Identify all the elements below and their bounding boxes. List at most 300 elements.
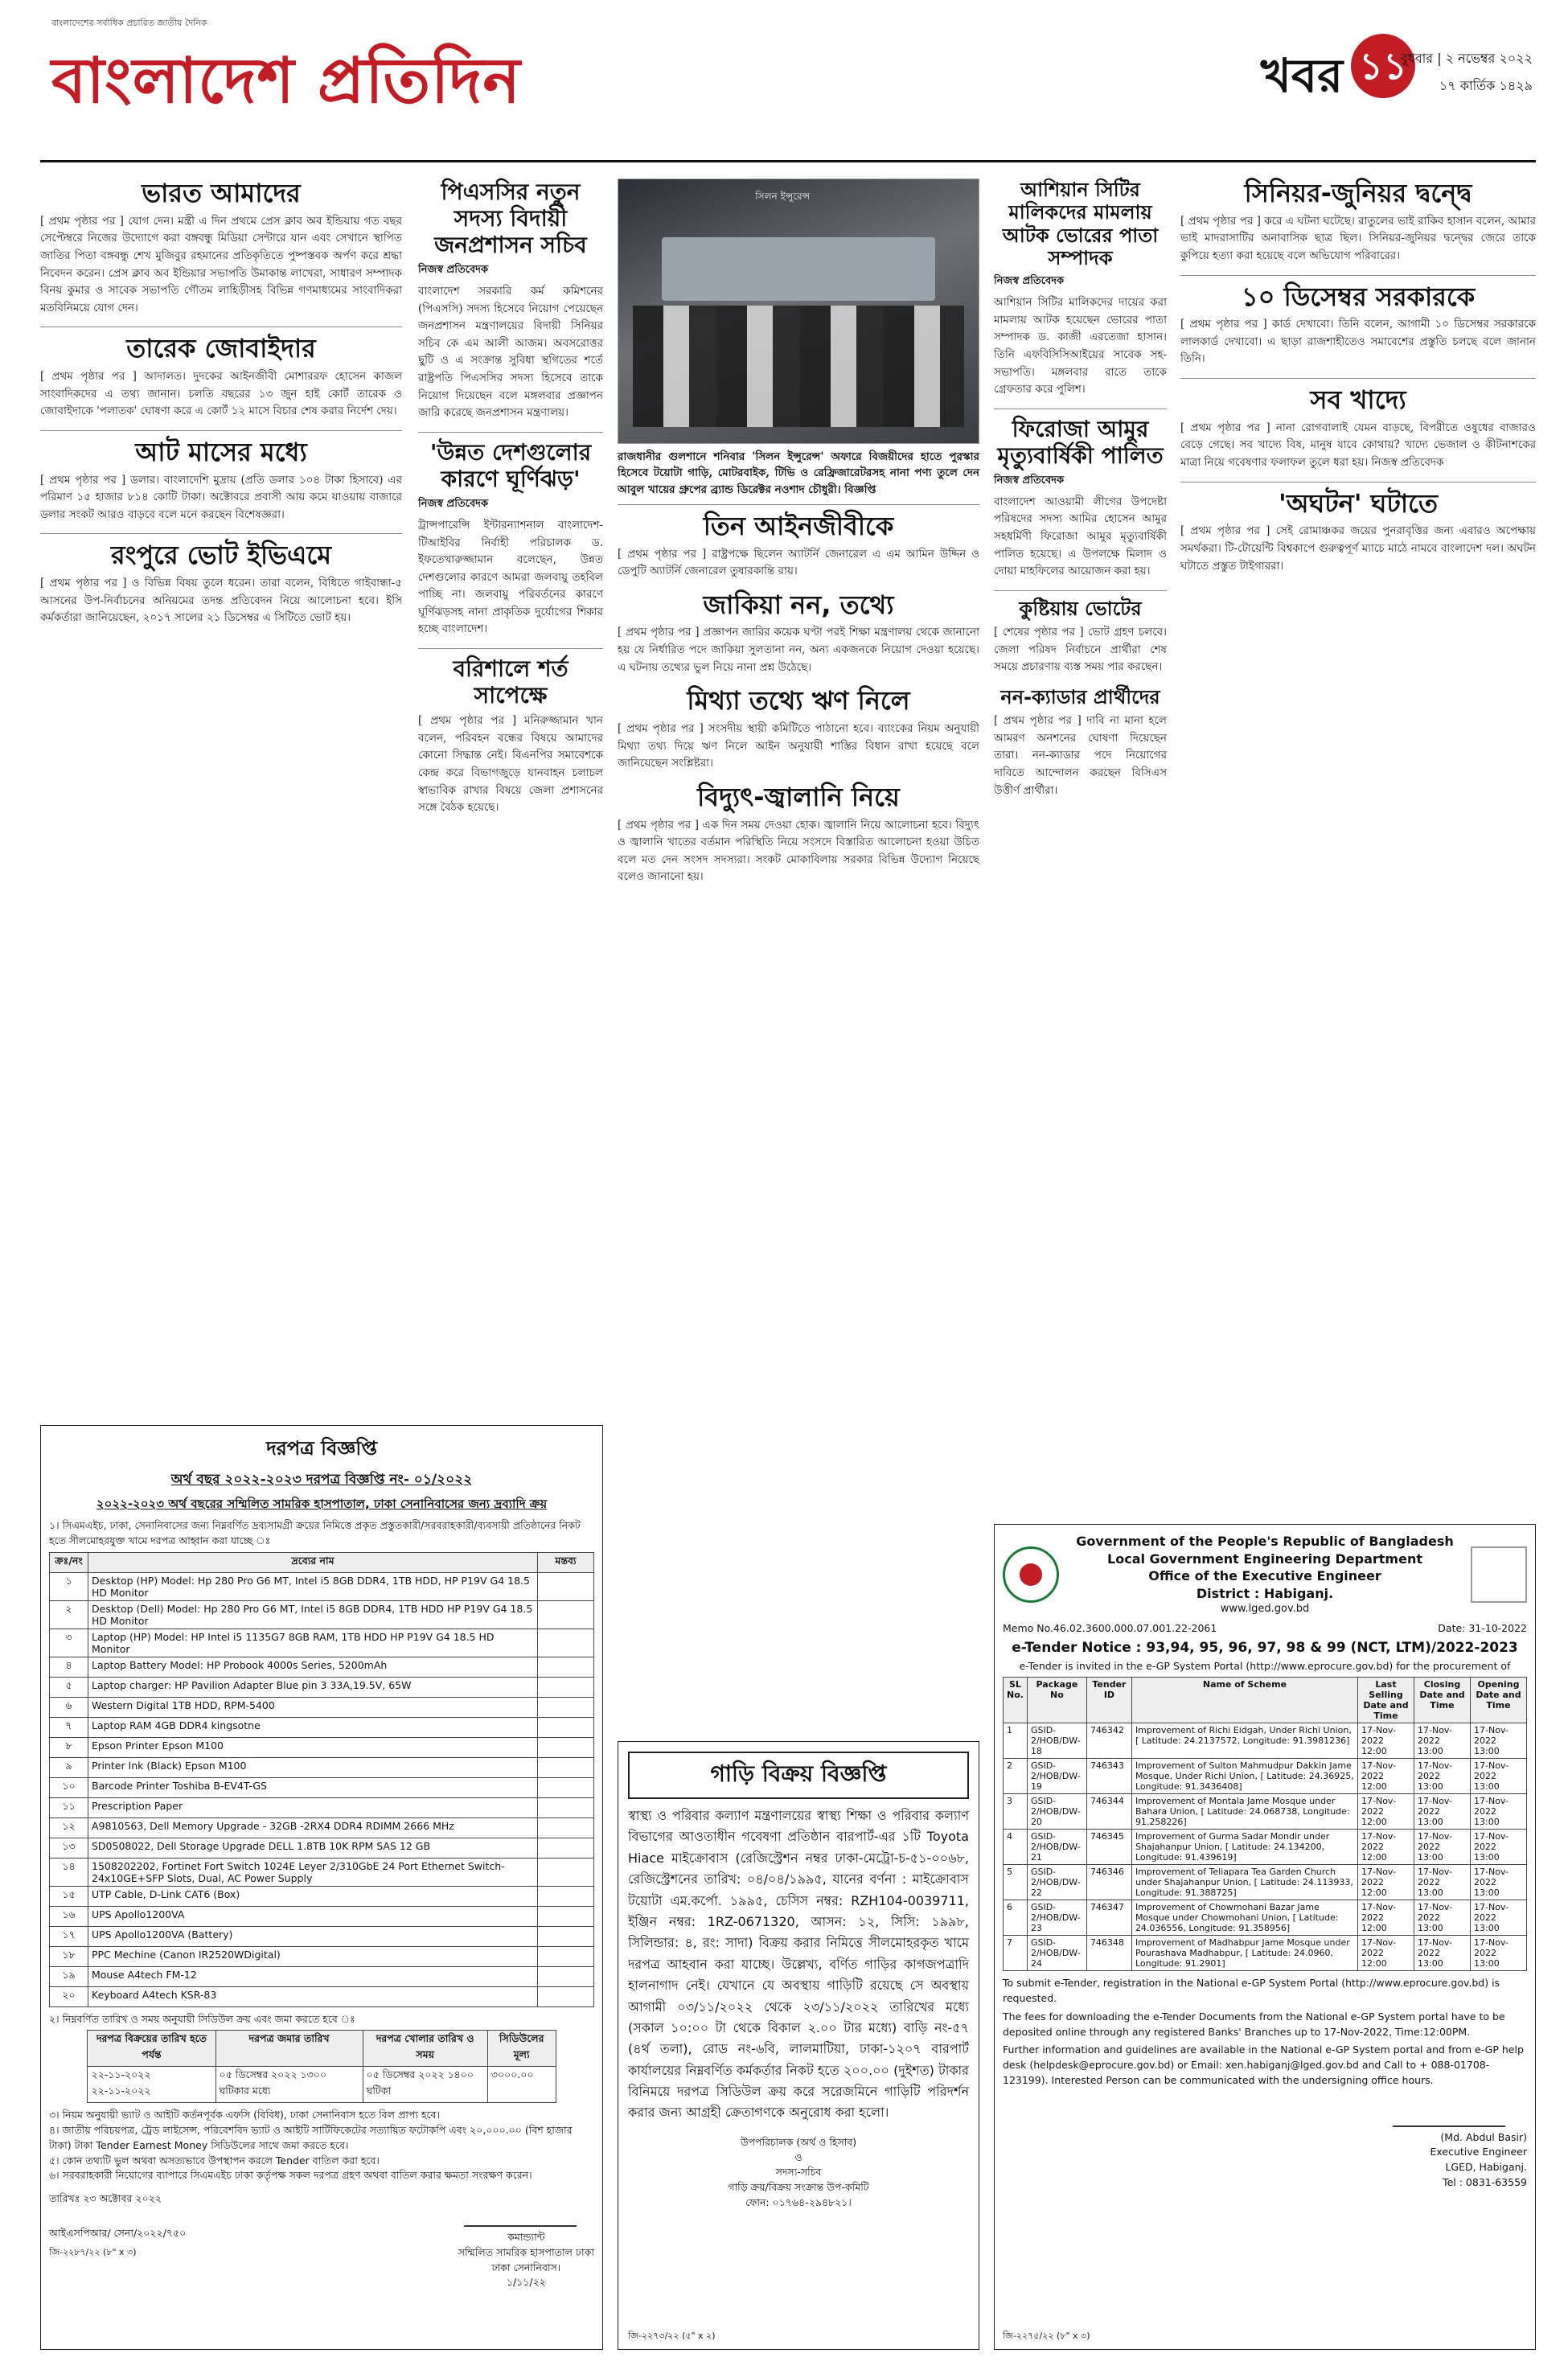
item-remark [538, 1858, 594, 1886]
row-last-selling: 17-Nov-2022 12:00 [1358, 1794, 1414, 1830]
row-package: GSID-2/HOB/DW-24 [1027, 1936, 1086, 1971]
ad-code: জি-২২৭৩/২২ (৫" x ২) [628, 2331, 716, 2341]
row-opening: 17-Nov-2022 13:00 [1471, 1830, 1527, 1865]
row-sl: 7 [1004, 1936, 1028, 1971]
item-serial: ১ [50, 1572, 88, 1600]
story-headline: পিএসসির নতুন সদস্য বিদায়ী জনপ্রশাসন সচিব [434, 179, 587, 259]
lged-phone: Tel : 0831-63559 [1443, 2175, 1527, 2188]
items-table [49, 1552, 594, 2007]
table-row [50, 1986, 594, 2006]
item-serial: ১৪ [50, 1858, 88, 1886]
item-remark [538, 1717, 594, 1737]
story-bharot [40, 179, 402, 317]
ad-intro: ১। সিএমএইচ, ঢাকা, সেনানিবাসের জন্য নিম্নবর্ণিত দ্রব্যসামগ্রী ক্রয়ের নিমিত্তে প্রকৃত প্রস্তুতকারী/সরবরাহকারী/ব্যবসায়ী প্রতিষ্ঠানের নিকট হতে সীলমোহরযুক্ত খামে দরপত্র আহ্বান করা যাচ্ছে ঃ [49, 1519, 581, 1546]
story-tarek [40, 334, 402, 421]
schedule-cell: ০৫ ডিসেম্বর ২০২২ ১৪০০ ঘটিকা [363, 2067, 487, 2103]
schedule-col: দরপত্র বিক্রয়ের তারিখ হতে পর্যন্ত [88, 2031, 215, 2067]
item-name: UPS Apollo1200VA (Battery) [88, 1926, 538, 1946]
row-package: GSID-2/HOB/DW-20 [1027, 1794, 1086, 1830]
row-last-selling: 17-Nov-2022 12:00 [1358, 1900, 1414, 1936]
item-name: Laptop (HP) Model: HP Intel i5 1135G7 8GB RAM, 1TB HDD HP P19V G4 18.5 HD Monitor [88, 1629, 538, 1657]
story-headline: ১০ ডিসেম্বর সরকারকে [1241, 281, 1476, 312]
row-last-selling: 17-Nov-2022 12:00 [1358, 1723, 1414, 1759]
story-barishal [418, 655, 603, 817]
table-row [50, 1966, 594, 1986]
ad-phone: ফোন: ০১৭৬৪-২৯৪৮২১। [745, 2195, 852, 2208]
masthead-tagline: বাংলাদেশের সর্বাধিক প্রচারিত জাতীয় দৈনিক [51, 18, 207, 28]
lged-memo: Memo No.46.02.3600.000.07.001.22-2061 [1003, 1621, 1217, 1634]
story-mittha-tottho [618, 686, 979, 773]
row-tender-id: 746344 [1086, 1794, 1131, 1830]
column-1 [40, 179, 402, 637]
story-bidyut [618, 782, 979, 886]
table-row [1004, 1830, 1527, 1865]
row-last-selling: 17-Nov-2022 12:00 [1358, 1865, 1414, 1900]
lged-signature-block [1003, 2095, 1527, 2191]
divider [418, 648, 603, 649]
ad-signatory-2: সম্মিলিত সামরিক হাসপাতাল ঢাকা [458, 2245, 594, 2258]
story-body: [ প্রথম পৃষ্ঠার পর ] নানা রোগবালাই যেমন বাড়ছে, বিপরীতে ওষুধের বাজারও বেড়ে গেছে। সব খাদ্যে বিষ, মানুষ যাবে কোথায়? খাদ্যে ভেজাল ও কীটনাশকের মাত্রা নিয়ে গবেষণার ফলাফল তুলে ধরা হয়। নিজস্ব প্রতিবেদক [1180, 421, 1536, 469]
date-gregorian: বুধবার | ২ নভেম্বর ২০২২ [1400, 51, 1533, 66]
row-scheme: Improvement of Montala Jame Mosque under Bahara Union, [ Latitude: 24.068738, Longitude: 91.258226] [1131, 1794, 1357, 1830]
item-name: Prescription Paper [88, 1797, 538, 1817]
story-body: বাংলাদেশ সরকারি কর্ম কমিশনের (পিএসসি) সদস্য হিসেবে নিয়োগ পেয়েছেন জনপ্রশাসন মন্ত্রণালয়ের বিদায়ী সিনিয়র সচিব কে এম আলী আজম। অবসরোত্তর ছুটি ও এ সংক্রান্ত সুবিধা স্থগিতের শর্তে রাষ্ট্রপতি পিএসসির সদস্য হিসেবে তাকে নিয়োগ দিয়েছেন বলে মঙ্গলবার প্রজ্ঞাপন জারি করেছে জনপ্রশাসন মন্ত্রণালয়। [418, 285, 603, 420]
item-serial: ৮ [50, 1737, 88, 1757]
ad-signature-block [458, 2191, 594, 2290]
header-sl: SL No. [1004, 1678, 1028, 1723]
item-name: Keyboard A4tech KSR-83 [88, 1986, 538, 2006]
row-package: GSID-2/HOB/DW-22 [1027, 1865, 1086, 1900]
table-header-row [50, 1552, 594, 1572]
row-opening: 17-Nov-2022 13:00 [1471, 1900, 1527, 1936]
table-row [50, 1572, 594, 1600]
story-body: [ শেষের পৃষ্ঠার পর ] ভোট গ্রহণ চলবে। জেলা পরিষদ নির্বাচনে প্রার্থীরা শেষ সময়ে প্রচারণায় ব্যস্ত সময় পার করছেন। [994, 626, 1167, 674]
item-serial: ৫ [50, 1677, 88, 1697]
ad-body: স্বাস্থ্য ও পরিবার কল্যাণ মন্ত্রণালয়ের স্বাস্থ্য শিক্ষা ও পরিবার কল্যাণ বিভাগের আওতাধীন গবেষণা প্রতিষ্ঠান বারপার্ট-এর ১টি Toyota Hiace মাইক্রোবাস (রেজিস্ট্রেশন নম্বর ঢাকা-মেট্রো-চ-৫১-০০৬৮, রেজিস্ট্রেশনের তারিখ: ০৪/০৪/১৯৯৫, যানের বর্ণনা : মাইক্রোবাস টয়োটা এম.কর্পো. ১৯৯৫, চেসিস নম্বর: RZH104-0039711, ইঞ্জিন নম্বর: 1RZ-0671320, আসন: ১২, সিসি: ১৯৯৮, সিলিন্ডার: ৪, রং: সাদা) বিক্রয় করার নিমিত্তে সীলমোহরকৃত খামে দরপত্র আহবান করা যাচ্ছে। উল্লেখ্য, বর্ণিত গাড়ির কাগজপত্রাদি হালনাগাদ নেই। যেখানে যে অবস্থায় গাড়িটি রয়েছে সে অবস্থায় আগামী ০৩/১১/২০২২ থেকে ২৩/১১/২০২২ তারিখের মধ্যে (সকাল ১০:০০ টা থেকে বিকাল ২.০০ টার মধ্যে) বাড়ি নং-৫৭ (৪র্থ তলা), রোড নং-৬বি, লালমাটিয়া, ঢাকা-১২০৭ বারপার্ট কার্যালয়ের নিম্নবর্ণিত কর্মকর্তার নিকট হতে ২০০.০০ (দুইশত) টাকার বিনিময়ে দরপত্র সিডিউল ক্রয় করে সরেজমিনে গাড়িটি পরিদর্শন করার জন্য আগ্রহী ক্রেতাগণকে অনুরোধ করা হলো। [628, 1808, 969, 2121]
signature-mark [1393, 2095, 1517, 2127]
divider [1180, 275, 1536, 276]
item-remark [538, 1697, 594, 1717]
header-tender-id: Tender ID [1086, 1678, 1131, 1723]
row-opening: 17-Nov-2022 13:00 [1471, 1759, 1527, 1794]
item-remark [538, 1757, 594, 1777]
schedule-header [88, 2031, 556, 2067]
item-remark [538, 1777, 594, 1797]
item-serial: ১৯ [50, 1966, 88, 1986]
photo-caption: রাজধানীর গুলশানে শনিবার 'সিলন ইন্সুরেন্স' অফারে বিজয়ীদের হাতে পুরস্কার হিসেবে টয়োটা গাড়ি, মোটরবাইক, টিভি ও রেফ্রিজারেটরসহ নানা পণ্য তুলে দেন আবুল খায়ের গ্রুপের ব্র্যান্ড ডিরেক্টর নওশাদ চৌধুরী। বিজ্ঞপ্তি [618, 450, 979, 496]
item-remark [538, 1629, 594, 1657]
row-scheme: Improvement of Gurma Sadar Mondir under Shajahanpur Union, [ Latitude: 24.134200, Longitude: 91.439619] [1131, 1830, 1357, 1865]
header-package: Package No [1027, 1678, 1086, 1723]
ad-notes [49, 2108, 594, 2183]
row-sl: 1 [1004, 1723, 1028, 1759]
item-serial: ২ [50, 1600, 88, 1629]
story-psc [418, 179, 603, 422]
item-remark [538, 1986, 594, 2006]
row-closing: 17-Nov-2022 13:00 [1414, 1900, 1471, 1936]
divider [418, 432, 603, 433]
table-row [50, 1677, 594, 1697]
story-headline: সব খাদ্যে [1310, 384, 1406, 416]
story-oghoton [1180, 489, 1536, 576]
story-body: [ প্রথম পৃষ্ঠার পর ] দাবি না মানা হলে আমরণ অনশনের ঘোষণা দিয়েছেন তারা। নন-ক্যাডার পদে নিয়োগের দাবিতে আন্দোলন করছেন বিসিএস উত্তীর্ণ প্রার্থীরা। [994, 714, 1167, 797]
item-serial: ১০ [50, 1777, 88, 1797]
table-row [50, 1737, 594, 1757]
schedule-row [88, 2067, 556, 2103]
column-3 [618, 179, 979, 896]
header-opening: Opening Date and Time [1471, 1678, 1527, 1723]
story-body: বাংলাদেশ আওয়ামী লীগের উপদেষ্টা পরিষদের সদস্য আমির হোসেন আমুর সহধর্মিণী ফিরোজা আমুর মৃত্যুবার্ষিকী পালিত হয়েছে। এ উপলক্ষে মিলাদ ও দোয়া মাহফিলের আয়োজন করা হয়। [994, 495, 1167, 578]
row-package: GSID-2/HOB/DW-23 [1027, 1900, 1086, 1936]
story-firoza [994, 416, 1167, 581]
story-byline: নিজস্ব প্রতিবেদক [418, 497, 489, 510]
row-tender-id: 746345 [1086, 1830, 1131, 1865]
lged-dept: Local Government Engineering Department [1107, 1550, 1422, 1567]
row-opening: 17-Nov-2022 13:00 [1471, 1936, 1527, 1971]
photo-banner [662, 237, 935, 301]
story-body: [ প্রথম পৃষ্ঠার পর ] প্রজ্ঞাপন জারির কয়েক ঘণ্টা পরই শিক্ষা মন্ত্রণালয় থেকে জানানো হয় যে নির্ধারিত পদে জাকিয়া সুলতানা নন, অন্য একজনকে নিয়োগ দেওয়া হয়েছে। এ ঘটনায় তথ্যের ভুল নিয়ে নানা প্রশ্ন উঠেছে। [618, 626, 979, 674]
lged-name: (Md. Abdul Basir) [1440, 2130, 1527, 2143]
story-byline: নিজস্ব প্রতিবেদক [994, 275, 1065, 288]
row-tender-id: 746348 [1086, 1936, 1131, 1971]
table-row [50, 1717, 594, 1737]
table-header-row [1004, 1678, 1527, 1723]
table-row [1004, 1759, 1527, 1794]
item-name: Laptop RAM 4GB DDR4 kingsotne [88, 1717, 538, 1737]
story-aat-maser [40, 437, 402, 524]
page-number-badge: ১১ [1351, 34, 1415, 98]
story-headline: কুষ্টিয়ায় ভোটের [1019, 597, 1142, 620]
item-serial: ১৩ [50, 1838, 88, 1858]
story-byline: নিজস্ব প্রতিবেদক [418, 264, 489, 277]
item-remark [538, 1906, 594, 1926]
ad-note: ৫। কোন তথ্যটি ভুল অথবা অসত্যভাবে উপস্থাপন করলে Tender বাতিল করা হবে। [49, 2154, 380, 2167]
item-remark [538, 1946, 594, 1966]
column-4 [994, 179, 1167, 809]
divider [1180, 482, 1536, 483]
section-title: খবর [1260, 48, 1343, 103]
ad-signatory: গাড়ি ক্রয়/বিক্রয় সংক্রান্ত উপ-কমিটি [728, 2181, 869, 2194]
table-row [50, 1858, 594, 1886]
table-row [50, 1757, 594, 1777]
item-serial: ১৭ [50, 1926, 88, 1946]
lged-govt: Government of the People's Republic of Bangladesh [1076, 1534, 1454, 1549]
item-serial: ২০ [50, 1986, 88, 2006]
table-row [50, 1926, 594, 1946]
item-name: Barcode Printer Toshiba B-EV4T-GS [88, 1777, 538, 1797]
row-scheme: Improvement of Teliapara Tea Garden Church under Shajahanpur Union, [ Latitude: 24.113933, Longitude: 91.388725] [1131, 1865, 1357, 1900]
schedule-table [87, 2030, 556, 2103]
story-rangpur [40, 540, 402, 627]
lged-header [1003, 1533, 1527, 1616]
row-closing: 17-Nov-2022 13:00 [1414, 1794, 1471, 1830]
ad-signatory: কমান্ড্যান্ট [507, 2231, 545, 2243]
story-headline: আট মাসের মধ্যে [135, 436, 307, 467]
lged-office: Office of the Executive Engineer [1148, 1568, 1381, 1584]
ad-signature-block [628, 2135, 969, 2211]
lged-notice-title: e-Tender Notice : 93,94, 95, 96, 97, 98 & 99 (NCT, LTM)/2022-2023 [1012, 1639, 1518, 1656]
story-headline: তারেক জোবাইদার [126, 333, 316, 364]
item-serial: ৬ [50, 1697, 88, 1717]
header-scheme: Name of Scheme [1131, 1678, 1357, 1723]
ad-title: গাড়ি বিক্রয় বিজ্ঞপ্তি [628, 1752, 969, 1799]
row-closing: 17-Nov-2022 13:00 [1414, 1865, 1471, 1900]
table-row [50, 1777, 594, 1797]
item-name: Desktop (HP) Model: Hp 280 Pro G6 MT, Intel i5 8GB DDR4, 1TB HDD, HP P19V G4 18.5 HD Monitor [88, 1572, 538, 1600]
story-body: [ প্রথম পৃষ্ঠার পর ] সংসদীয় স্থায়ী কমিটিতে পাঠানো হবে। ব্যাংকের নিয়ম অনুযায়ী মিথ্যা তথ্য দিয়ে ঋণ নিলে আইন অনুযায়ী শাস্তির বিধান রাখা হয়েছে বলে জানিয়েছেন সংশ্লিষ্টরা। [618, 721, 979, 770]
ad-subtitle: অর্থ বছর ২০২২-২০২৩ দরপত্র বিজ্ঞপ্তি নং- ০১/২০২২ [170, 1472, 473, 1488]
item-serial: ৩ [50, 1629, 88, 1657]
row-last-selling: 17-Nov-2022 12:00 [1358, 1759, 1414, 1794]
ad-signatory-3: ঢাকা সেনানিবাস। [491, 2261, 561, 2273]
story-tin-ainjibi [618, 511, 979, 581]
story-headline: ভারত আমাদের [142, 178, 301, 208]
row-opening: 17-Nov-2022 13:00 [1471, 1865, 1527, 1900]
item-name: Desktop (Dell) Model: Hp 280 Pro G6 MT, Intel i5 8GB DDR4, 1TB HDD HP P19V G4 18.5 HD Monitor [88, 1600, 538, 1629]
ad-note: ৪। জাতীয় পরিচয়পত্র, ট্রেড লাইসেন্স, পরিবেশবিদ ভ্যাট ও আইটি সার্টিফিকেটের সত্যায়িত ফটোকপি এবং ২০,০০০.০০ (বিশ হাজার টাকা) টাকা Tender Earnest Money সিডিউলের সাথে জমা করতে হবে। [49, 2124, 573, 2151]
table-row [1004, 1723, 1527, 1759]
lged-para-3: Further information and guidelines are available in the National e-GP System portal and from e-GP help desk (helpdesk@eprocure.gov.bd) or Email: xen.habiganj@lged.gov.bd and Call to + 088-01708-123199). Interested Person can be communicated with the undersigning office hours. [1003, 2043, 1524, 2086]
story-headline: জাকিয়া নন, তথ্যে [703, 589, 894, 620]
item-remark [538, 1657, 594, 1677]
schedule-intro: ২। নিম্নবর্ণিত তারিখ ও সময় অনুযায়ী সিডিউল ক্রয় এবং জমা করতে হবে ঃ [49, 2012, 355, 2025]
row-last-selling: 17-Nov-2022 12:00 [1358, 1936, 1414, 1971]
story-headline: 'অঘটন' ঘটাতে [1278, 487, 1439, 519]
table-row [1004, 1900, 1527, 1936]
story-body: [ প্রথম পৃষ্ঠার পর ] রাষ্ট্রপক্ষে ছিলেন অ্যাটর্নি জেনারেল এ এম আমিন উদ্দিন ও ডেপুটি অ্যাটর্নি জেনারেল তুষারকান্তি রায়। [618, 547, 979, 578]
item-remark [538, 1797, 594, 1817]
story-body: [ প্রথম পৃষ্ঠার পর ] এক দিন সময় দেওয়া হোক। জ্বালানি নিয়ে আলোচনা হবে। বিদ্যুৎ ও জ্বালানি খাতের বর্তমান পরিস্থিতি নিয়ে সংসদে বিস্তারিত আলোচনা হওয়া উচিত বলে মত দেন সংসদ সদস্যরা। সংকট মোকাবিলায় সরকার বিভিন্ন উদ্যোগ নিয়েছে বলেও জানানো হয়। [618, 818, 979, 884]
ad-footer-left [49, 2191, 186, 2290]
story-headline: বিদ্যুৎ-জ্বালানি নিয়ে [697, 781, 900, 812]
item-remark [538, 1572, 594, 1600]
story-body: [ প্রথম পৃষ্ঠার পর ] কার্ড দেখাবো। তিনি বলেন, আগামী ১০ ডিসেম্বর সরকারকে লালকার্ড দেখাবো। এ ছাড়া রাজশাহীতেও সমাবেশের প্রস্তুতি চলছে বলে জানান তিনি। [1180, 318, 1536, 366]
newspaper-logo: বাংলাদেশ প্রতিদিন [51, 45, 521, 117]
row-tender-id: 746342 [1086, 1723, 1131, 1759]
lged-tender-table [1003, 1677, 1527, 1971]
story-jakia [618, 590, 979, 677]
ad-signatory: উপপরিচালক (অর্থ ও হিসাব) [740, 2135, 857, 2148]
row-sl: 5 [1004, 1865, 1028, 1900]
item-name: Laptop charger: HP Pavilion Adapter Blue pin 3 33A,19.5V, 65W [88, 1677, 538, 1697]
table-row [50, 1600, 594, 1629]
lged-portal-line: e-Tender is invited in the e-GP System Portal (http://www.eprocure.gov.bd) for the procurement of [1019, 1659, 1511, 1672]
ad-code: জি-২২৮৭/২২ (৮" x ৩) [49, 2246, 137, 2257]
story-body: আশিয়ান সিটির মালিকদের দায়ের করা মামলায় আটক হয়েছেন ভোরের পাতা সম্পাদক ড. কাজী এরতেজা হাসান। তিনি এফবিসিসিআইয়ের সাবেক সহ-সভাপতি। মঙ্গলবার রাতে তাকে গ্রেফতার করে পুলিশ। [994, 296, 1167, 396]
row-sl: 4 [1004, 1830, 1028, 1865]
lged-web: www.lged.gov.bd [1220, 1603, 1310, 1616]
ad-title: দরপত্র বিজ্ঞপ্তি [266, 1437, 377, 1460]
story-cyclone [418, 439, 603, 639]
row-tender-id: 746347 [1086, 1900, 1131, 1936]
row-package: GSID-2/HOB/DW-18 [1027, 1723, 1086, 1759]
ad-note: ৩। নিয়ম অনুযায়ী ভ্যাট ও আইটি কর্তনপূর্বক এফসি (বিবিধ), ঢাকা সেনানিবাস হতে বিল প্রাপ্য হবে। [49, 2109, 440, 2121]
row-tender-id: 746346 [1086, 1865, 1131, 1900]
lged-memo-line [1003, 1621, 1527, 1637]
table-row [50, 1657, 594, 1677]
ad-date: তারিখঃ ২৩ অক্টোবর ২০২২ [49, 2192, 162, 2204]
row-tender-id: 746343 [1086, 1759, 1131, 1794]
schedule-col: দরপত্র জমার তারিখ [215, 2031, 363, 2067]
column-2 [418, 179, 603, 827]
signature-mark [464, 2195, 589, 2227]
schedule-col: সিডিউলের মূল্য [487, 2031, 556, 2067]
table-row [1004, 1936, 1527, 1971]
item-name: SD0508022, Dell Storage Upgrade DELL 1.8TB 10K RPM SAS 12 GB [88, 1838, 538, 1858]
story-body: ট্রান্সপারেন্সি ইন্টারন্যাশনাল বাংলাদেশ-টিআইবির নির্বাহী পরিচালক ড. ইফতেখারুজ্জামান বলেছেন, উন্নত দেশগুলোর কারণে আমরা জলবায়ু তহবিল পাচ্ছি না। জলবায়ু পরিবর্তনের কারণে ঘূর্ণিঝড়সহ নানা প্রাকৃতিক দুর্যোগের শিকার হচ্ছে বাংলাদেশ। [418, 518, 603, 636]
column-5 [1180, 179, 1536, 585]
row-sl: 3 [1004, 1794, 1028, 1830]
story-headline: রংপুরে ভোট ইভিএমে [111, 540, 331, 571]
divider [1180, 378, 1536, 379]
portrait-icon [1471, 1546, 1527, 1603]
story-body: [ প্রথম পৃষ্ঠার পর ] করে এ ঘটনা ঘটেছে। রাতুলের ভাই রাকিব হাসান বলেন, আমার ভাই মাদরাসাটির অনাবাসিক ছাত্র ছিল। সিনিয়র-জুনিয়র দ্বন্দ্বের জেরে তাকে কুপিয়ে হত্যা করা হয়েছে বলে অভিযোগ পরিবারের। [1180, 214, 1536, 262]
lged-etender-notice [994, 1524, 1536, 2350]
story-headline: ফিরোজা আমুর মৃত্যুবার্ষিকী পালিত [997, 415, 1164, 469]
item-remark [538, 1817, 594, 1838]
ad-footer [49, 2191, 594, 2290]
story-body: [ প্রথম পৃষ্ঠার পর ] ডলার। বাংলাদেশি মুদ্রায় (প্রতি ডলার ১০৪ টাকা হিসাবে) এর পরিমাণ ১৫ হাজার ৮১৪ কোটি টাকা। অক্টোবরে প্রবাসী আয় কমে যাওয়ায় বাজারে ডলার সংকট আরও বাড়বে বলে মনে করছেন বিশেষজ্ঞরা। [40, 473, 402, 521]
ad-ref: আইএসপিআর/ সেনা/২০২২/৭৫০ [49, 2226, 187, 2239]
story-10-december [1180, 282, 1536, 369]
story-non-cadre [994, 686, 1167, 799]
item-name: A9810563, Dell Memory Upgrade - 32GB -2RX4 DDR4 RDIMM 2666 MHz [88, 1817, 538, 1838]
ad-signatory: ও [794, 2150, 802, 2163]
table-row [50, 1629, 594, 1657]
table-row [50, 1797, 594, 1817]
item-remark [538, 1886, 594, 1906]
item-name: UTP Cable, D-Link CAT6 (Box) [88, 1886, 538, 1906]
photo-people [633, 306, 964, 427]
divider [40, 430, 402, 431]
date-bangla: ১৭ কার্তিক ১৪২৯ [1439, 78, 1533, 93]
item-serial: ১৬ [50, 1906, 88, 1926]
ad-subtitle-2: ২০২২-২০২৩ অর্থ বছরের সম্মিলিত সামরিক হাসপাতাল, ঢাকা সেনানিবাসের জন্য দ্রব্যাদি ক্রয় [96, 1497, 548, 1511]
story-senior-junior [1180, 179, 1536, 265]
ad-signatory: সদস্য-সচিব [775, 2166, 822, 2179]
item-remark [538, 1966, 594, 1986]
row-package: GSID-2/HOB/DW-19 [1027, 1759, 1086, 1794]
item-name: Laptop Battery Model: HP Probook 4000s Series, 5200mAh [88, 1657, 538, 1677]
item-serial: ৭ [50, 1717, 88, 1737]
schedule-cell: ২২-১১-২০২২ ২২-১১-২০২২ [88, 2067, 215, 2103]
story-body: [ প্রথম পৃষ্ঠার পর ] মনিরুজ্জামান খান বলেন, পরিবহন বন্ধের বিষয়ে আমাদের কোনো সিদ্ধান্ত নেই। বিএনপির সমাবেশকে কেন্দ্র করে বিভাগজুড়ে যানবাহন চলাচল স্বাভাবিক রাখার বিষয়ে জেলা প্রশাসনের সঙ্গে বৈঠক হয়েছে। [418, 714, 603, 815]
table-row [1004, 1865, 1527, 1900]
header-closing: Closing Date and Time [1414, 1678, 1471, 1723]
item-serial: ১৮ [50, 1946, 88, 1966]
story-headline: তিন আইনজীবীকে [703, 510, 894, 541]
item-name: Epson Printer Epson M100 [88, 1737, 538, 1757]
story-body: [ প্রথম পৃষ্ঠার পর ] সেই রোমাঞ্চকর জয়ের পুনরাবৃত্তির জন্য এবারও অপেক্ষায় সমর্থকরা। টি-টোয়েন্টি বিশ্বকাপে গুরুত্বপূর্ণ ম্যাচে মাঠে নামবে বাংলাদেশ দল। অঘটন ঘটাতে প্রস্তুত টাইগাররা। [1180, 524, 1536, 573]
photo-label: সিলন ইন্সুরেন্স [755, 191, 811, 203]
item-serial: ১১ [50, 1797, 88, 1817]
header-remark: মন্তব্য [538, 1552, 594, 1572]
item-name: 1508202202, Fortinet Fort Switch 1024E Leyer 2/310GbE 24 Port Ethernet Switch-24x10GE+SFP Slots, Dual, AC Power Supply [88, 1858, 538, 1886]
ad-ref-date: ১/১১/২২ [506, 2276, 546, 2289]
row-opening: 17-Nov-2022 13:00 [1471, 1794, 1527, 1830]
row-closing: 17-Nov-2022 13:00 [1414, 1936, 1471, 1971]
news-photo [618, 179, 979, 444]
row-sl: 2 [1004, 1759, 1028, 1794]
item-name: Mouse A4tech FM-12 [88, 1966, 538, 1986]
car-sale-notice [618, 1741, 979, 2350]
table-row [50, 1906, 594, 1926]
table-row [50, 1946, 594, 1966]
dateline [1401, 45, 1533, 100]
row-scheme: Improvement of Sulton Mahmudpur Dakkin Jame Mosque, Under Richi Union, [ Latitude: 24.36925, Longitude: 91.3436408] [1131, 1759, 1357, 1794]
item-remark [538, 1926, 594, 1946]
ad-note: ৬। সরবরাহকারী নিয়োগের ব্যাপারে সিএমএইচ ঢাকা কর্তৃপক্ষ সকল দরপত্র গ্রহণ অথবা বাতিল করার ক্ষমতা সংরক্ষণ করেন। [49, 2169, 532, 2182]
story-sob-khaddye [1180, 385, 1536, 472]
divider [40, 533, 402, 534]
story-headline: বরিশালে শর্ত সাপেক্ষে [453, 655, 569, 709]
row-package: GSID-2/HOB/DW-21 [1027, 1830, 1086, 1865]
item-remark [538, 1838, 594, 1858]
story-headline: আশিয়ান সিটির মালিকদের মামলায় আটক ভোরের পাতা সম্পাদক [1002, 179, 1159, 269]
ad-code: জি-২২৭৫/২২ (৮" x ৩) [1003, 2331, 1090, 2341]
item-remark [538, 1737, 594, 1757]
story-headline: সিনিয়র-জুনিয়র দ্বন্দ্বে [1244, 178, 1472, 208]
schedule-cell: ৩০০০.০০ [487, 2067, 556, 2103]
lged-district: District : Habiganj. [1196, 1585, 1334, 1601]
item-serial: ১৫ [50, 1886, 88, 1906]
row-scheme: Improvement of Richi Eidgah, Under Richi Union, [ Latitude: 24.2137572, Longitude: 91.3981236] [1131, 1723, 1357, 1759]
schedule-col: দরপত্র খোলার তারিখ ও সময় [363, 2031, 487, 2067]
item-name: Western Digital 1TB HDD, RPM-5400 [88, 1697, 538, 1717]
table-row [50, 1697, 594, 1717]
row-last-selling: 17-Nov-2022 12:00 [1358, 1830, 1414, 1865]
divider [618, 504, 979, 505]
table-row [50, 1817, 594, 1838]
story-headline: 'উন্নত দেশগুলোর কারণে ঘূর্ণিঝড়' [429, 438, 592, 492]
story-byline: নিজস্ব প্রতিবেদক [994, 474, 1065, 487]
tender-notice-cmh [40, 1425, 603, 2350]
header-last-selling: Last Selling Date and Time [1358, 1678, 1414, 1723]
lged-para-2: The fees for downloading the e-Tender Documents from the National e-GP System portal have to be deposited online through any registered Banks' Branches up to 17-Nov-2022, Time:12:00PM. [1003, 2010, 1505, 2038]
govt-seal-icon [1003, 1546, 1059, 1603]
story-body: [ প্রথম পৃষ্ঠার পর ] ও বিভিন্ন বিষয় তুলে ধরেন। তারা বলেন, বিধিতে গাইবান্ধা-৫ আসনের উপ-নির্বাচনের অনিয়মের তদন্ত প্রতিবেদন নিয়ে আলোচনা হবে। ইসি কর্মকর্তারা জানিয়েছেন, ২০১৭ সালের ২১ ডিসেম্বর এ সিটিতে ভোট হয়। [40, 577, 402, 625]
item-name: PPC Mechine (Canon IR2520WDigital) [88, 1946, 538, 1966]
header-serial: ক্রঃ/নং [50, 1552, 88, 1572]
story-headline: মিথ্যা তথ্যে ঋণ নিলে [687, 685, 910, 717]
table-row [1004, 1794, 1527, 1830]
item-name: Printer Ink (Black) Epson M100 [88, 1757, 538, 1777]
masthead [40, 10, 1536, 162]
item-serial: ১২ [50, 1817, 88, 1838]
row-scheme: Improvement of Madhabpur Jame Mosque under Pourashava Madhabpur, [ Latitude: 24.0960, Longitude: 91.2901] [1131, 1936, 1357, 1971]
item-serial: ৯ [50, 1757, 88, 1777]
row-closing: 17-Nov-2022 13:00 [1414, 1723, 1471, 1759]
row-sl: 6 [1004, 1900, 1028, 1936]
schedule-cell: ০৫ ডিসেম্বর ২০২২ ১৩০০ ঘটিকার মধ্যে [215, 2067, 363, 2103]
item-serial: ৪ [50, 1657, 88, 1677]
story-headline: নন-ক্যাডার প্রার্থীদের [1000, 685, 1160, 709]
divider [994, 590, 1167, 591]
story-body: [ প্রথম পৃষ্ঠার পর ] আদালত। দুদকের আইনজীবী মোশাররফ হোসেন কাজল সাংবাদিকদের এ তথ্য জানান। চলতি বছরের ১৩ জুন হাই কোর্ট তারেক ও জোবাইদাকে 'পলাতক' ঘোষণা করে এ কোর্ট ১২ মাসে বিচার শেষ করার নির্দেশ দেয়। [40, 370, 402, 418]
lged-para-1: To submit e-Tender, registration in the National e-GP System Portal (http://www.eprocure.gov.bd) is requested. [1003, 1977, 1500, 2005]
lged-org: LGED, Habiganj. [1445, 2161, 1527, 2174]
lged-title: Executive Engineer [1430, 2146, 1527, 2158]
row-closing: 17-Nov-2022 13:00 [1414, 1759, 1471, 1794]
item-remark [538, 1600, 594, 1629]
row-closing: 17-Nov-2022 13:00 [1414, 1830, 1471, 1865]
header-item: দ্রব্যের নাম [88, 1552, 538, 1572]
story-ashiyan [994, 179, 1167, 399]
table-row [50, 1838, 594, 1858]
table-row [50, 1886, 594, 1906]
story-body: [ প্রথম পৃষ্ঠার পর ] যোগ দেন। মন্ত্রী এ দিন প্রথমে প্রেস ক্লাব অব ইন্ডিয়ায় গত বছর সেপ্টেম্বরে নিজের উদ্যোগে করা বঙ্গবন্ধু মিডিয়া সেন্টারে যান এবং সেখানে স্থাপিত জাতির পিতা বঙ্গবন্ধু শেখ মুজিবুর রহমানের প্রতিকৃতিতে পুষ্পস্তবক অর্পণ করে শ্রদ্ধা নিবেদন করেন। প্রেস ক্লাব অব ইন্ডিয়ার সভাপতি উমাকান্ত লাখেরা, সাধারণ সম্পাদক বিনয় কুমার ও সাবেক সভাপতি গৌতম লাহিড়ীসহ বিভিন্ন গণমাধ্যমের সাংবাদিকরা মতবিনিময়ে যোগ দেন। [40, 214, 402, 314]
story-kushtia [994, 598, 1167, 676]
